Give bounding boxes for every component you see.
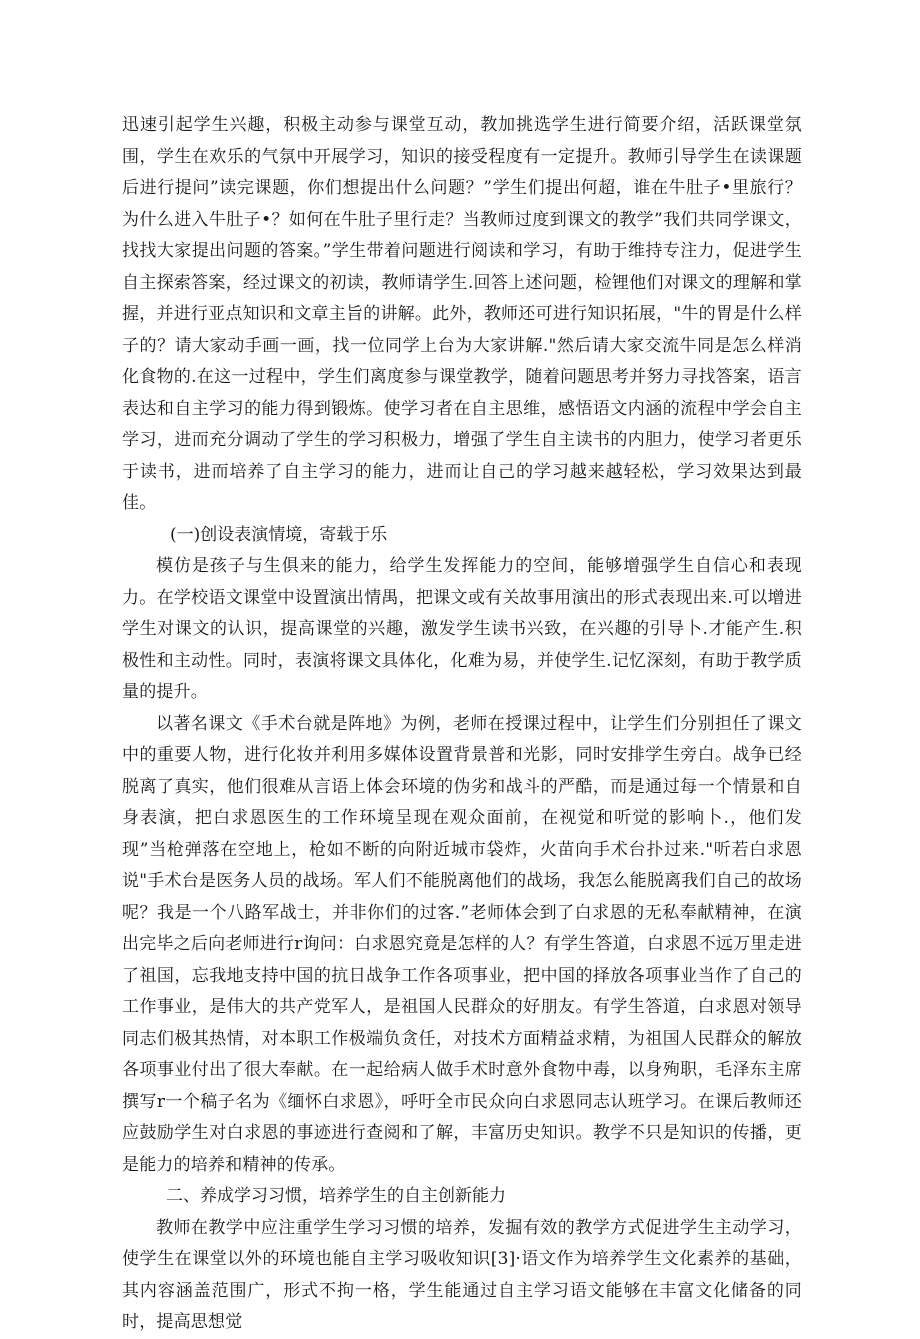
body-paragraph-1: 迅速引起学生兴趣，积极主动参与课堂互动，教加挑选学生进行简要介绍，活跃课堂氛围，学生在欢乐的气氛中开展学习，知识的接受程度有一定提升。教师引导学生在读课题后进行提问”读完课题，你们想提出什么问题？”学生们提出何超，谁在牛肚子•里旅行？为什么进入牛肚子•？如何在牛肚子里行走？当教师过度到课文的教学”我们共同学课文，找找大家提出问题的答案。”学生带着问题进行阅读和学习，有助于维持专注力，促进学生自主探索答案，经过课文的初读，教师请学生.回答上述问题，检锂他们对课文的理解和掌握，并进行亚点知识和文章主旨的讲解。此外，教师还可进行知识拓展，"牛的胃是什么样子的？请大家动手画一画，找一位同学上台为大家讲解."然后请大家交流牛同是怎么样消化食物的.在这一过程中，学生们离度参与课堂教学，随着问题思考并努力寻找答案，语言表达和自主学习的能力得到锻炼。使学习者在自主思维，感悟语文内涵的流程中学会自主学习，进而充分调动了学生的学习积极力，增强了学生自主读书的内胆力，使学习者更乐于读书，进而培养了自主学习的能力，进而让自己的学习越来越轻松，学习效果达到最佳。 [122, 115, 802, 513]
body-paragraph-4: 教师在教学中应注重学生学习习惯的培养，发掘有效的教学方式促进学生主动学习，使学生在课堂以外的环境也能自主学习吸收知识[3]·语文作为培养学生文化素养的基础，其内容涵盖范围广，形式不拘一格，学生能通过自主学习语文能够在丰富文化储备的同时，提高思想觉 [122, 1217, 802, 1332]
body-paragraph-2: 模仿是孩子与生俱来的能力，给学生发挥能力的空间，能够增强学生自信心和表现力。在学校语文课堂中设置演出情禺，把课文或有关故事用演出的形式表现出来.可以增进学生对课文的认识，提高课堂的兴趣，激发学生读书兴致，在兴趣的引导卜.才能产生.积极性和主动性。同时，表演将课文具体化，化难为易，并使学生.记忆深刻，有助于教学质量的提升。 [122, 556, 802, 702]
body-paragraph-3: 以著名课文《手术台就是阵地》为例，老师在授课过程中，让学生们分别担任了课文中的重要人物，进行化妆并利用多媒体设置背景普和光影，同时安排学生旁白。战争已经脱离了真实，他们很难从言语上体会环境的伪劣和战斗的严酷，而是通过每一个情景和自身表演，把白求恩医生的工作环境呈现在观众面前，在视觉和听觉的影响卜.，他们发现”当枪弹落在空地上，枪如不断的向附近城市袋炸，火苗向手术台扑过来."听若白求恩说"手术台是医务人员的战场。军人们不能脱离他们的战场，我怎么能脱离我们自己的故场呢？我是一个八路军战士，并非你们的过客.”老师体会到了白求恩的无私奉献精神，在演出完毕之后向老师进行r询问：白求恩究竟是怎样的人？有学生答道，白求恩不远万里走进了祖国，忘我地支持中国的抗日战争工作各项事业，把中国的择放各项事业当作了自己的工作事业，是伟大的共产党军人，是祖国人民群众的好朋友。有学生答道，白求恩对领导同志们极其热情，对本职工作极端负贪任，对技术方面精益求精，为祖国人民群众的解放各项事业付出了很大奉献。在一起给病人做手术时意外食物中毒，以身殉职，毛泽东主席撰写r一个稿子名为《缅怀白求恩》，呼吁全市民众向白求恩同志认班学习。在课后教师还应鼓励学生对白求恩的事迹进行查阅和了解，丰富历史知识。教学不只是知识的传播，更是能力的培养和精神的传承。 [122, 713, 802, 1175]
section-heading-1: (一)创设表演情境，寄载于乐 [170, 524, 388, 545]
section-heading-2: 二、养成学习习惯，培养学生的自主创新能力 [166, 1186, 506, 1206]
